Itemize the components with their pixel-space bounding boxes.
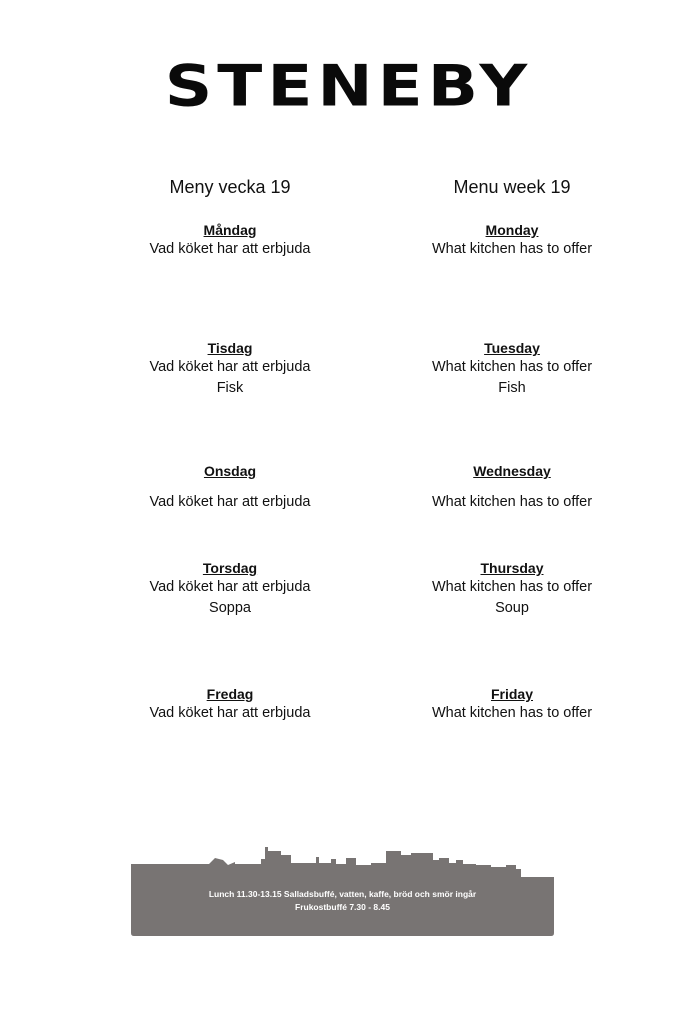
footer-breakfast-info: Frukostbuffé 7.30 - 8.45 (295, 902, 390, 912)
day-dish: Vad köket har att erbjuda (149, 494, 311, 510)
day-wednesday-en (382, 462, 642, 513)
day-name: Torsdag (202, 560, 258, 576)
day-dish: What kitchen has to offer (431, 359, 593, 375)
day-tuesday-sv (100, 339, 360, 399)
day-thursday-en (382, 559, 642, 619)
day-dish: Vad köket har att erbjuda (149, 705, 311, 721)
day-dish: Vad köket har att erbjuda (149, 359, 311, 375)
day-name: Måndag (203, 222, 257, 238)
day-dish: What kitchen has to offer (431, 705, 593, 721)
day-wednesday-sv (100, 462, 360, 513)
day-name: Tuesday (484, 340, 540, 356)
steneby-logo: STENEBY (164, 52, 533, 120)
day-monday-en (382, 221, 642, 260)
day-name: Fredag (206, 686, 254, 702)
english-heading: Menu week 19 (453, 177, 571, 197)
day-name: Tisdag (207, 340, 253, 356)
day-name: Monday (485, 222, 539, 238)
day-friday-en (382, 685, 642, 724)
day-dish: What kitchen has to offer (431, 494, 593, 510)
day-tuesday-en (382, 339, 642, 399)
day-dish: Fisk (216, 380, 244, 396)
day-dish: Vad köket har att erbjuda (149, 241, 311, 257)
day-name: Friday (490, 686, 533, 702)
swedish-heading: Meny vecka 19 (169, 177, 291, 197)
day-monday-sv (100, 221, 360, 260)
day-thursday-sv (100, 559, 360, 619)
day-name: Wednesday (473, 463, 551, 479)
day-dish: Soppa (209, 600, 251, 616)
day-dish: Soup (495, 600, 529, 616)
day-name: Onsdag (203, 463, 257, 479)
footer-skyline-banner (131, 845, 554, 936)
day-name: Thursday (480, 560, 544, 576)
footer-lunch-info: Lunch 11.30-13.15 Salladsbuffé, vatten, kaffe, bröd och smör ingår (208, 889, 477, 899)
day-dish: What kitchen has to offer (431, 241, 593, 257)
day-dish: What kitchen has to offer (431, 579, 593, 595)
day-dish: Fish (498, 380, 526, 396)
day-dish: Vad köket har att erbjuda (149, 579, 311, 595)
day-friday-sv (100, 685, 360, 724)
